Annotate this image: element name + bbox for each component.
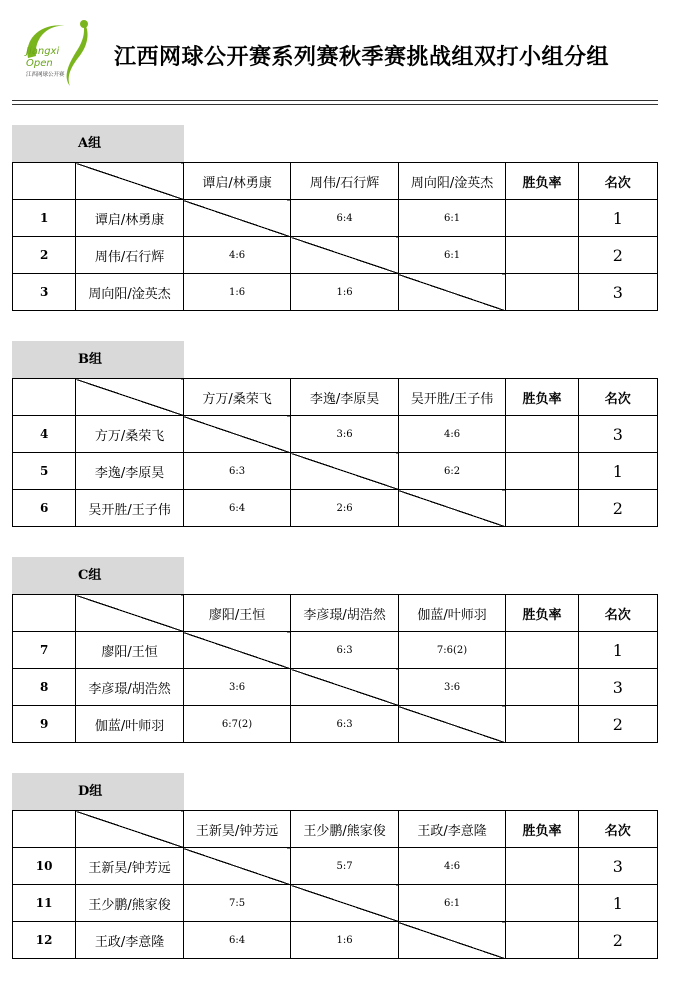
table-row bbox=[13, 848, 658, 885]
table-header-row bbox=[13, 811, 658, 848]
row-number: 4 bbox=[13, 416, 76, 453]
header-divider-thin bbox=[12, 104, 658, 105]
header-rank: 名次 bbox=[578, 379, 657, 416]
score-cell: 4:6 bbox=[398, 416, 506, 453]
table-header-row bbox=[13, 163, 658, 200]
table-row bbox=[13, 237, 658, 274]
row-player-name: 王政/李意隆 bbox=[76, 922, 184, 959]
row-player-name: 王新昊/钟芳远 bbox=[76, 848, 184, 885]
self-match-cell bbox=[291, 237, 399, 274]
row-player-name: 方万/桑荣飞 bbox=[76, 416, 184, 453]
table-row bbox=[13, 669, 658, 706]
self-match-cell bbox=[183, 632, 291, 669]
rank-cell: 3 bbox=[578, 416, 657, 453]
group-section bbox=[12, 557, 658, 743]
win-rate-cell bbox=[506, 237, 578, 274]
rank-cell: 1 bbox=[578, 632, 657, 669]
win-rate-cell bbox=[506, 453, 578, 490]
table-row bbox=[13, 632, 658, 669]
header-player-name: 吴开胜/王子伟 bbox=[398, 379, 506, 416]
header-player-name: 谭启/林勇康 bbox=[183, 163, 291, 200]
score-cell: 6:1 bbox=[398, 237, 506, 274]
header-player-name: 廖阳/王恒 bbox=[183, 595, 291, 632]
header-blank-cell bbox=[13, 163, 76, 200]
table-row bbox=[13, 200, 658, 237]
header-diagonal-cell bbox=[76, 379, 184, 416]
self-match-cell bbox=[183, 416, 291, 453]
header-blank-cell bbox=[13, 379, 76, 416]
group-section bbox=[12, 125, 658, 311]
logo-swoosh-right bbox=[67, 20, 88, 86]
score-cell: 6:4 bbox=[183, 922, 291, 959]
group-table bbox=[12, 378, 658, 527]
table-row bbox=[13, 490, 658, 527]
row-player-name: 廖阳/王恒 bbox=[76, 632, 184, 669]
win-rate-cell bbox=[506, 669, 578, 706]
score-cell: 6:1 bbox=[398, 885, 506, 922]
rank-cell: 2 bbox=[578, 237, 657, 274]
header-blank-cell bbox=[13, 811, 76, 848]
self-match-cell bbox=[183, 848, 291, 885]
row-player-name: 吴开胜/王子伟 bbox=[76, 490, 184, 527]
logo-ball-icon bbox=[80, 20, 88, 28]
self-match-cell bbox=[398, 490, 506, 527]
self-match-cell bbox=[398, 274, 506, 311]
self-match-cell bbox=[291, 453, 399, 490]
row-number: 7 bbox=[13, 632, 76, 669]
win-rate-cell bbox=[506, 490, 578, 527]
self-match-cell bbox=[398, 922, 506, 959]
header-win-rate: 胜负率 bbox=[506, 811, 578, 848]
score-cell: 6:4 bbox=[291, 200, 399, 237]
header-win-rate: 胜负率 bbox=[506, 379, 578, 416]
logo-text-open: Open bbox=[26, 58, 53, 69]
row-number: 10 bbox=[13, 848, 76, 885]
group-label: D组 bbox=[12, 773, 184, 810]
rank-cell: 2 bbox=[578, 706, 657, 743]
header-player-name: 李逸/李原昊 bbox=[291, 379, 399, 416]
score-cell: 6:3 bbox=[183, 453, 291, 490]
score-cell: 5:7 bbox=[291, 848, 399, 885]
win-rate-cell bbox=[506, 632, 578, 669]
score-cell: 3:6 bbox=[183, 669, 291, 706]
rank-cell: 1 bbox=[578, 453, 657, 490]
rank-cell: 2 bbox=[578, 490, 657, 527]
win-rate-cell bbox=[506, 274, 578, 311]
score-cell: 6:4 bbox=[183, 490, 291, 527]
score-cell: 6:1 bbox=[398, 200, 506, 237]
score-cell: 1:6 bbox=[291, 274, 399, 311]
header-win-rate: 胜负率 bbox=[506, 163, 578, 200]
score-cell: 6:3 bbox=[291, 632, 399, 669]
row-player-name: 周伟/石行辉 bbox=[76, 237, 184, 274]
group-table bbox=[12, 162, 658, 311]
self-match-cell bbox=[183, 200, 291, 237]
win-rate-cell bbox=[506, 200, 578, 237]
score-cell: 4:6 bbox=[183, 237, 291, 274]
header-divider bbox=[12, 100, 658, 101]
self-match-cell bbox=[398, 706, 506, 743]
table-header-row bbox=[13, 595, 658, 632]
score-cell: 1:6 bbox=[183, 274, 291, 311]
row-player-name: 李彦璟/胡浩然 bbox=[76, 669, 184, 706]
score-cell: 3:6 bbox=[398, 669, 506, 706]
group-label: A组 bbox=[12, 125, 184, 162]
group-label: C组 bbox=[12, 557, 184, 594]
header-diagonal-cell bbox=[76, 595, 184, 632]
score-cell: 2:6 bbox=[291, 490, 399, 527]
row-number: 6 bbox=[13, 490, 76, 527]
header-player-name: 伽蓝/叶师羽 bbox=[398, 595, 506, 632]
table-row bbox=[13, 274, 658, 311]
row-number: 5 bbox=[13, 453, 76, 490]
rank-cell: 3 bbox=[578, 669, 657, 706]
header-rank: 名次 bbox=[578, 163, 657, 200]
row-number: 8 bbox=[13, 669, 76, 706]
win-rate-cell bbox=[506, 922, 578, 959]
row-player-name: 周向阳/淦英杰 bbox=[76, 274, 184, 311]
header-player-name: 周向阳/淦英杰 bbox=[398, 163, 506, 200]
row-player-name: 李逸/李原昊 bbox=[76, 453, 184, 490]
group-section bbox=[12, 341, 658, 527]
win-rate-cell bbox=[506, 416, 578, 453]
row-player-name: 伽蓝/叶师羽 bbox=[76, 706, 184, 743]
logo-subtitle: 江西网球公开赛 bbox=[26, 72, 65, 78]
page-title: 江西网球公开赛系列赛秋季赛挑战组双打小组分组 bbox=[114, 45, 610, 70]
row-number: 9 bbox=[13, 706, 76, 743]
header-rank: 名次 bbox=[578, 811, 657, 848]
win-rate-cell bbox=[506, 848, 578, 885]
header-diagonal-cell bbox=[76, 811, 184, 848]
header-blank-cell bbox=[13, 595, 76, 632]
self-match-cell bbox=[291, 669, 399, 706]
header-player-name: 王政/李意隆 bbox=[398, 811, 506, 848]
row-number: 2 bbox=[13, 237, 76, 274]
header-player-name: 王新昊/钟芳远 bbox=[183, 811, 291, 848]
header-rank: 名次 bbox=[578, 595, 657, 632]
row-number: 3 bbox=[13, 274, 76, 311]
header-player-name: 王少鹏/熊家俊 bbox=[291, 811, 399, 848]
score-cell: 6:7(2) bbox=[183, 706, 291, 743]
table-header-row bbox=[13, 379, 658, 416]
score-cell: 7:6(2) bbox=[398, 632, 506, 669]
table-row bbox=[13, 416, 658, 453]
row-player-name: 王少鹏/熊家俊 bbox=[76, 885, 184, 922]
row-number: 12 bbox=[13, 922, 76, 959]
rank-cell: 2 bbox=[578, 922, 657, 959]
win-rate-cell bbox=[506, 885, 578, 922]
score-cell: 1:6 bbox=[291, 922, 399, 959]
header-player-name: 方万/桑荣飞 bbox=[183, 379, 291, 416]
table-row bbox=[13, 706, 658, 743]
score-cell: 6:3 bbox=[291, 706, 399, 743]
row-number: 1 bbox=[13, 200, 76, 237]
rank-cell: 1 bbox=[578, 200, 657, 237]
score-cell: 4:6 bbox=[398, 848, 506, 885]
rank-cell: 3 bbox=[578, 274, 657, 311]
row-player-name: 谭启/林勇康 bbox=[76, 200, 184, 237]
table-row bbox=[13, 453, 658, 490]
group-table bbox=[12, 810, 658, 959]
rank-cell: 1 bbox=[578, 885, 657, 922]
row-number: 11 bbox=[13, 885, 76, 922]
group-table bbox=[12, 594, 658, 743]
logo-text-jiangxi: Jiangxi bbox=[26, 46, 60, 57]
score-cell: 3:6 bbox=[291, 416, 399, 453]
rank-cell: 3 bbox=[578, 848, 657, 885]
win-rate-cell bbox=[506, 706, 578, 743]
header-diagonal-cell bbox=[76, 163, 184, 200]
group-section bbox=[12, 773, 658, 959]
header-player-name: 李彦璟/胡浩然 bbox=[291, 595, 399, 632]
table-row bbox=[13, 922, 658, 959]
group-label: B组 bbox=[12, 341, 184, 378]
score-cell: 6:2 bbox=[398, 453, 506, 490]
self-match-cell bbox=[291, 885, 399, 922]
jiangxi-open-logo bbox=[18, 14, 100, 92]
header-win-rate: 胜负率 bbox=[506, 595, 578, 632]
score-cell: 7:5 bbox=[183, 885, 291, 922]
table-row bbox=[13, 885, 658, 922]
header-player-name: 周伟/石行辉 bbox=[291, 163, 399, 200]
